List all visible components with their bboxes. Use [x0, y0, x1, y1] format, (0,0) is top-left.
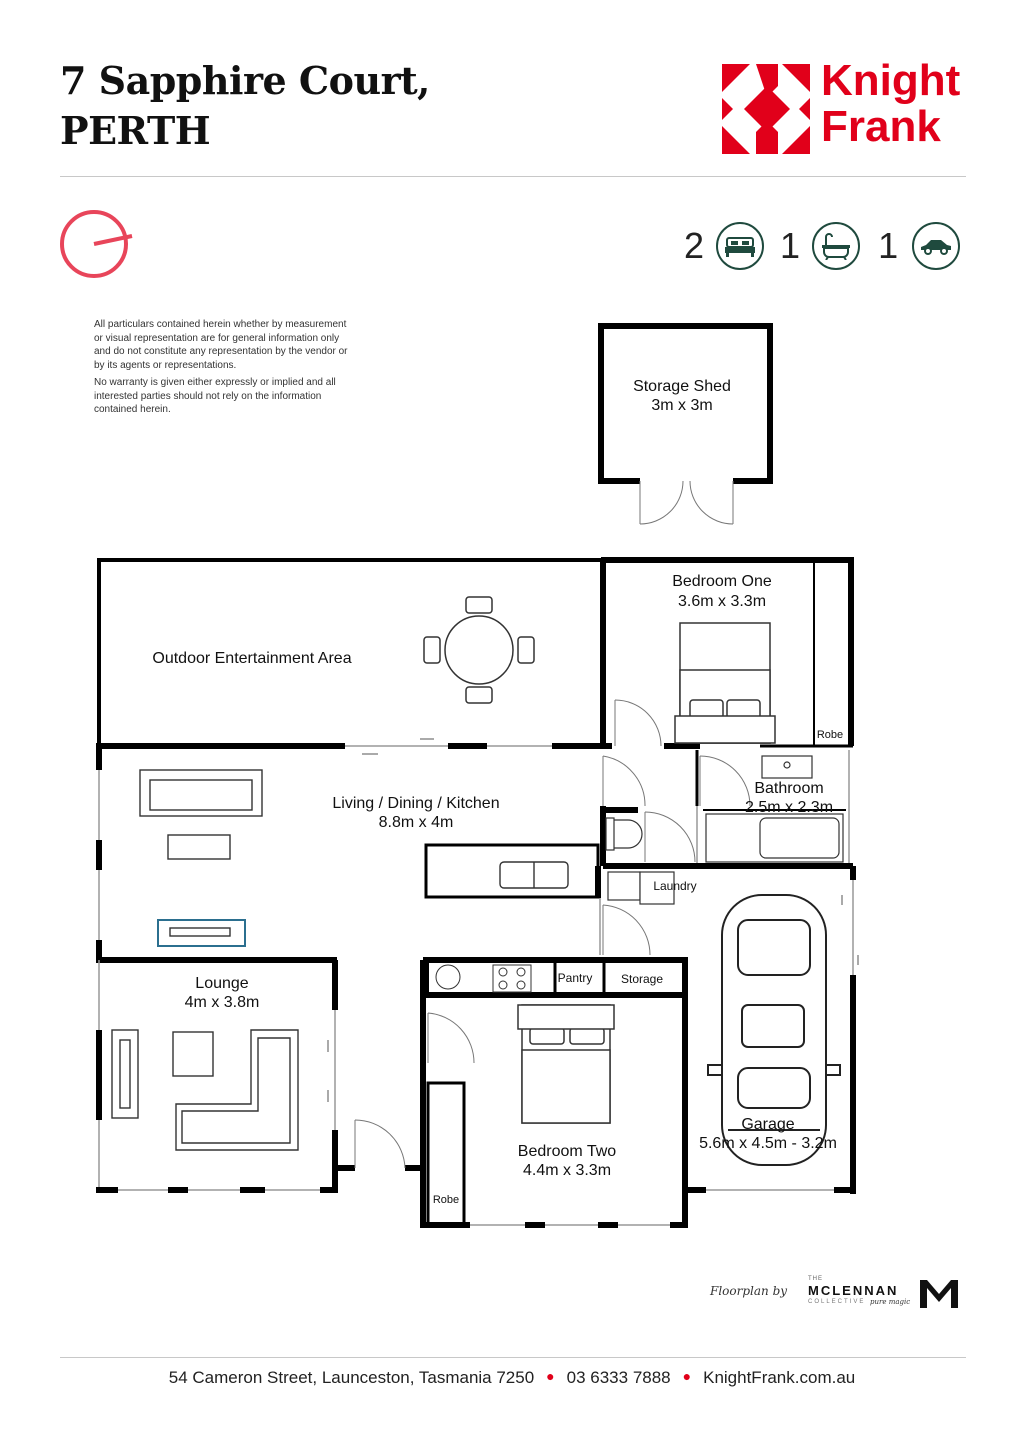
laundry-label: Laundry: [653, 879, 697, 893]
lounge-label: Lounge: [195, 975, 249, 992]
separator-dot-icon: ●: [682, 1368, 692, 1384]
website-link[interactable]: KnightFrank.com.au: [703, 1368, 856, 1387]
bathroom-count: 1: [780, 225, 801, 266]
mclennan-logo: [808, 1276, 958, 1316]
pantry-label: Pantry: [557, 971, 593, 985]
property-address-line: 7 Sapphire Court,: [60, 58, 430, 103]
robe-label: Robe: [816, 729, 844, 741]
mclennan-name: MCLENNAN: [808, 1283, 899, 1298]
mclennan-collective: COLLECTIVE: [808, 1299, 866, 1305]
footer-divider: [60, 1357, 966, 1358]
mclennan-m-icon: [920, 1278, 958, 1308]
bedroom-one-label: Bedroom One: [672, 573, 772, 590]
storage-shed-size: 3m x 3m: [651, 397, 713, 414]
property-suburb: PERTH: [60, 108, 211, 153]
floorplan-credit-text: Floorplan by: [710, 1284, 788, 1298]
office-phone[interactable]: 03 6333 7888: [566, 1368, 671, 1387]
outdoor-area-label: Outdoor Entertainment Area: [152, 650, 352, 667]
disclaimer-paragraph: No warranty is given either expressly or implied and all interested parties should not rely on the information contained herein.: [94, 377, 336, 415]
mclennan-tagline: pure magic: [870, 1298, 911, 1306]
footer-contact: [0, 1368, 1024, 1388]
storage-shed-label: Storage Shed: [633, 378, 731, 395]
garage-label: Garage: [741, 1116, 795, 1133]
garage-size: 5.6m x 4.5m - 3.2m: [699, 1135, 837, 1152]
kitchen-appliances: [436, 965, 531, 992]
brand-name-frank: Frank: [821, 102, 941, 151]
parking-count: 1: [878, 225, 899, 266]
storage-shed: [601, 326, 770, 524]
bedroom-two-size: 4.4m x 3.3m: [522, 1162, 612, 1179]
storage-label: Storage: [620, 972, 664, 986]
living-size: 8.8m x 4m: [378, 814, 454, 831]
bedroom-one-size: 3.6m x 3.3m: [677, 593, 767, 610]
lounge-size: 4m x 3.8m: [184, 994, 260, 1011]
disclaimer-paragraph: All particulars contained herein whether by measurement or visual representation are for general information only and do not constitute any representation by the vendor or by its agents or representations.: [94, 319, 348, 371]
lounge-furniture: [112, 1030, 298, 1150]
bed-queen-icon: [518, 1005, 614, 1123]
bathroom-size: 2.5m x 2.3m: [744, 799, 834, 816]
outdoor-table-icon: [424, 597, 534, 703]
mclennan-the: THE: [808, 1276, 823, 1282]
bedroom-two-label: Bedroom Two: [517, 1143, 617, 1160]
robe-label: Robe: [432, 1194, 460, 1206]
bathroom-label: Bathroom: [754, 780, 824, 797]
bed-queen-icon: [675, 623, 775, 743]
shed-double-door: [640, 481, 733, 524]
bedroom-count: 2: [684, 225, 705, 266]
separator-dot-icon: ●: [546, 1368, 555, 1384]
brand-name-knight: Knight: [821, 56, 961, 105]
living-label: Living / Dining / Kitchen: [332, 795, 500, 812]
office-address: 54 Cameron Street, Launceston, Tasmania 7250: [168, 1368, 535, 1387]
